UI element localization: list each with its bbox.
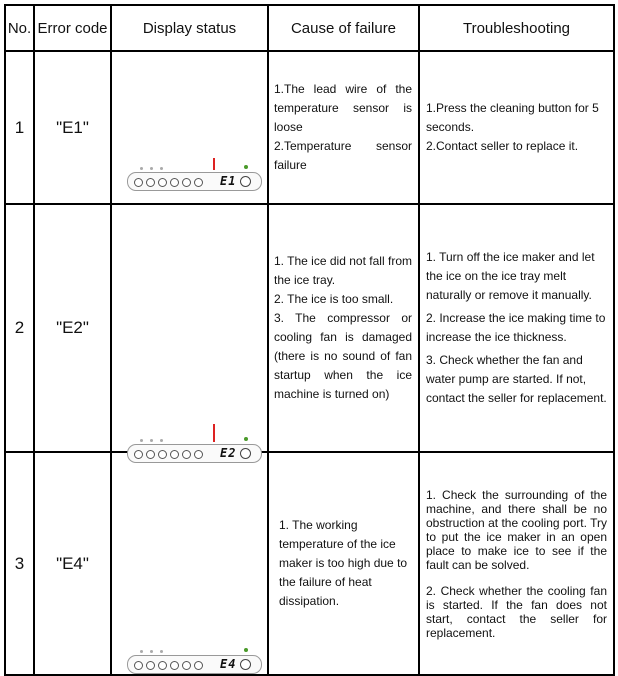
panel-button-icon <box>170 178 179 187</box>
red-arrow-icon <box>213 158 215 170</box>
fix-item: 3. Check whether the fan and water pump are started. If not, contact the seller for replacement. <box>426 353 607 405</box>
cause-item: 2. The ice is too small. <box>274 292 394 306</box>
display-status-cell <box>111 51 268 204</box>
indicator-led-icon <box>160 167 163 170</box>
cause-item: 3. The compressor or cooling fan is damaged (there is no sound of fan startup when the ice machine is turned on) <box>274 311 412 401</box>
indicator-led-icon <box>150 439 153 442</box>
panel-button-icon <box>170 661 179 670</box>
power-button-icon <box>240 448 251 459</box>
panel-button-icon <box>182 450 191 459</box>
indicator-led-icon <box>140 650 143 653</box>
row-number: 2 <box>5 204 34 452</box>
row-number: 1 <box>5 51 34 204</box>
cause-cell <box>268 204 419 452</box>
header-row <box>5 5 614 51</box>
troubleshooting-cell <box>419 51 614 204</box>
panel-button-icon <box>194 661 203 670</box>
panel-button-icon <box>134 178 143 187</box>
cause-item: 1.The lead wire of the temperature sensor is loose <box>274 82 412 134</box>
troubleshooting-cell <box>419 204 614 452</box>
fix-item: 1. Turn off the ice maker and let the ice on the ice tray melt naturally or remove it manually. <box>426 250 595 302</box>
display-readout: E2 <box>220 446 237 460</box>
panel-button-icon <box>146 450 155 459</box>
error-code: "E1" <box>34 51 111 204</box>
table-row <box>5 452 614 675</box>
panel-button-icon <box>158 661 167 670</box>
cause-item: 1. The working temperature of the ice maker is too high due to the failure of heat dissipation. <box>279 518 408 608</box>
panel-button-icon <box>146 178 155 187</box>
panel-button-icon <box>194 450 203 459</box>
display-readout: E1 <box>220 173 237 188</box>
indicator-led-icon <box>150 167 153 170</box>
table-row <box>5 51 614 204</box>
panel-button-icon <box>182 178 191 187</box>
header-display-status: Display status <box>111 5 268 51</box>
fix-item: 1.Press the cleaning button for 5 seconds. <box>426 101 599 134</box>
header-no: No. <box>5 5 34 51</box>
table-row <box>5 204 614 452</box>
troubleshooting-cell <box>419 452 614 675</box>
indicator-led-icon <box>150 650 153 653</box>
error-code: "E2" <box>34 204 111 452</box>
header-cause: Cause of failure <box>268 5 419 51</box>
panel-button-icon <box>170 450 179 459</box>
panel-button-icon <box>158 178 167 187</box>
cause-item: 1. The ice did not fall from the ice tray. <box>274 254 412 287</box>
power-button-icon <box>240 659 251 670</box>
cause-cell <box>268 452 419 675</box>
power-button-icon <box>240 176 251 187</box>
cause-cell <box>268 51 419 204</box>
panel-button-icon <box>146 661 155 670</box>
header-error-code: Error code <box>34 5 111 51</box>
fix-item: 2.Contact seller to replace it. <box>426 139 579 153</box>
cause-item: 2.Temperature sensor failure <box>274 139 412 172</box>
control-panel <box>127 444 262 463</box>
indicator-led-icon <box>140 167 143 170</box>
panel-button-icon <box>158 450 167 459</box>
display-readout: E4 <box>220 656 237 671</box>
error-code-table <box>4 4 615 676</box>
panel-button-icon <box>194 178 203 187</box>
indicator-led-icon <box>160 439 163 442</box>
display-status-cell <box>111 204 268 460</box>
panel-button-icon <box>134 450 143 459</box>
panel-button-icon <box>182 661 191 670</box>
error-code: "E4" <box>34 452 111 675</box>
indicator-led-icon <box>140 439 143 442</box>
display-status-cell <box>111 452 268 675</box>
row-number: 3 <box>5 452 34 675</box>
red-arrow-icon <box>213 424 215 442</box>
power-led-icon <box>244 437 248 441</box>
fix-item: 1. Check the surrounding of the machine, and there shall be no obstruction at the cooling port. Try to put the ice maker in an open place to make ice to see if the fault can be solved. <box>426 487 607 572</box>
panel-button-icon <box>134 661 143 670</box>
fix-item: 2. Increase the ice making time to increase the ice thickness. <box>426 311 606 344</box>
control-panel <box>127 655 262 674</box>
header-troubleshooting: Troubleshooting <box>419 5 614 51</box>
indicator-led-icon <box>160 650 163 653</box>
control-panel <box>127 172 262 191</box>
fix-item: 2. Check whether the cooling fan is started. If the fan does not start, contact the seller for replacement. <box>426 583 607 640</box>
power-led-icon <box>244 165 248 169</box>
power-led-icon <box>244 648 248 652</box>
